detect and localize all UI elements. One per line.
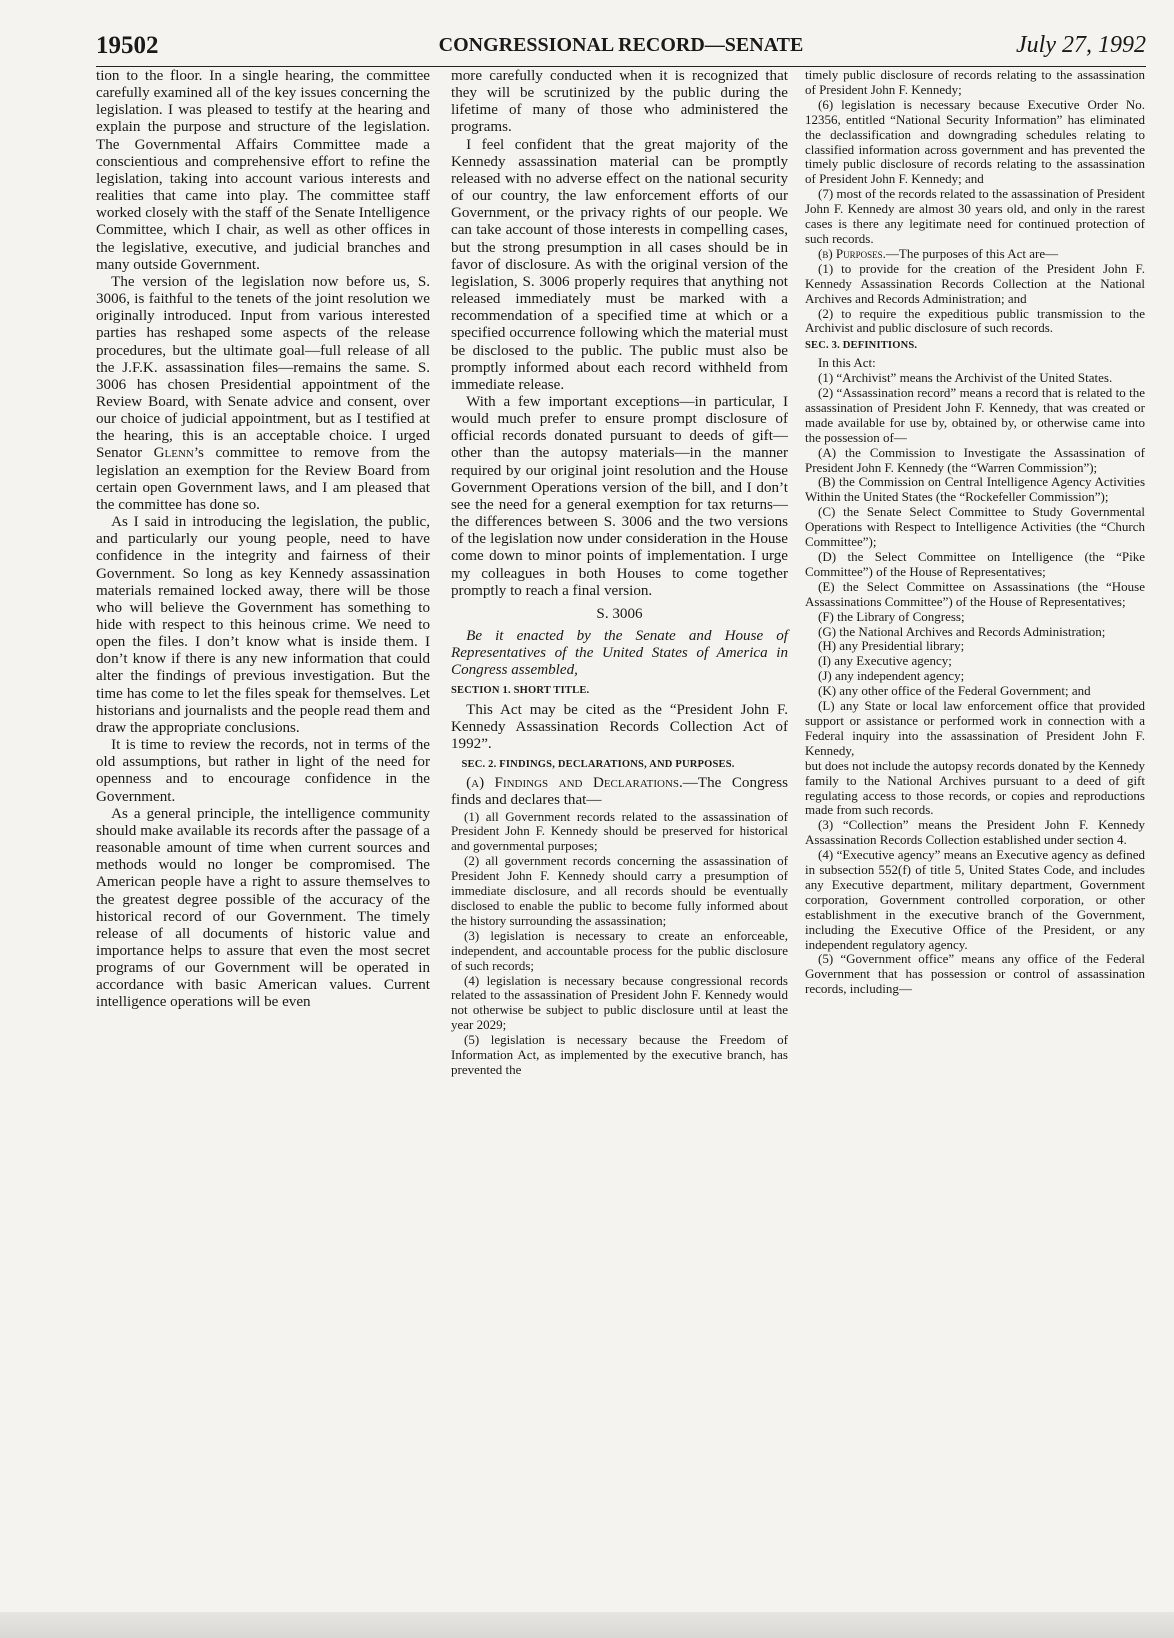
issue-date: July 27, 1992	[1016, 32, 1146, 58]
publication-title: CONGRESSIONAL RECORD—SENATE	[438, 34, 804, 56]
finding: (1) all Government records related to the assassination of President John F. Kennedy should be preserved for historical and governmental purposes;	[451, 808, 788, 854]
text-run: ’s committee to remove from the legislation an exemption for the Review Board from certain open Government laws, and I am pleased that the committee has done so.	[96, 445, 430, 513]
bill-number: S. 3006	[596, 605, 643, 622]
finding: (7) most of the records related to the assassination of President John F. Kennedy are almost 30 years old, and only in the rarest cases is there any legitimate need for continued protection of such records.	[805, 186, 1145, 246]
column-3	[805, 68, 1145, 997]
definition: (3) “Collection” means the President John F. Kennedy Assassination Records Collection established under section 4.	[805, 817, 1145, 848]
text-run: —The Congress finds and declares that—	[451, 775, 789, 809]
definition-item: (L) any State or local law enforcement office that provided support or assistance or performed work in connection with a Federal inquiry into the assassination of President John F. Kennedy,	[805, 698, 1145, 758]
page-header	[96, 30, 1146, 67]
definition-item: (A) the Commission to Investigate the Assassination of President John F. Kennedy (the “Warren Commission”);	[805, 444, 1145, 475]
paragraph: As I said in introducing the legislation, the public, and particularly our young people, need to have confidence in the integrity and fairness of their Government. So long as key Kennedy assassination materials remained locked away, there will be those who will believe the Government has something to hide with respect to this heinous crime. We need to open the files. I don’t know what is inside them. I don’t know if there is any new information that could alter the findings of previous investigation. But the time has come to let the files speak for themselves. Let historians and journalists and the people read them and draw the appropriate conclusions.	[96, 514, 430, 736]
paragraph: tion to the floor. In a single hearing, the committee carefully examined all of the key issues concerning the legislation. I was pleased to testify at the hearing and explain the purpose and structure of the legislation. The Governmental Affairs Committee made a conscientious and comprehensive effort to refine the legislation, taking into account various interests and realities that came into play. The committee staff worked closely with the staff of the Senate Intelligence Committee, which I chair, as well as other offices in the legislative, executive, and judicial branches and many outside Government.	[96, 68, 430, 273]
senator-name: Glenn	[153, 445, 194, 462]
finding: (5) legislation is necessary because the Freedom of Information Act, as implemented by the executive branch, has prevented the	[451, 1032, 788, 1077]
definition-item: (I) any Executive agency;	[818, 653, 952, 669]
definition: (1) “Archivist” means the Archivist of the United States.	[818, 370, 1113, 386]
finding: (3) legislation is necessary to create an enforceable, independent, and accountable process for the public disclosure of such records;	[451, 927, 788, 973]
definition-item: (C) the Senate Select Committee to Study Governmental Operations with Respect to Intelligence Activities (the “Church Committee”);	[805, 504, 1145, 550]
paragraph: In this Act:	[818, 355, 876, 371]
page-number: 19502	[96, 32, 159, 59]
subsection-label: (a) Findings and Declarations.	[466, 775, 683, 792]
section-heading: SECTION 1. SHORT TITLE.	[451, 685, 590, 697]
definition-item: (K) any other office of the Federal Government; and	[818, 683, 1091, 699]
text-run: —The purposes of this Act are—	[885, 245, 1059, 261]
subsection-label: (b) Purposes.	[818, 245, 886, 261]
purpose: (1) to provide for the creation of the President John F. Kennedy Assassination Records Collection at the National Archives and Records Administration; and	[805, 260, 1145, 306]
paragraph: As a general principle, the intelligence community should make available its records after the passage of a reasonable amount of time when current sources and methods would no longer be compromised. The American people have a right to assure themselves to the greatest degree possible of the accuracy of the historical record of our Government. The timely release of all documents of historic value and importance helps to assure that even the most secret programs of our Government will be operated in accordance with basic American values. Current intelligence operations will be even	[96, 805, 430, 1011]
finding: (4) legislation is necessary because congressional records related to the assassination of President John F. Kennedy would not otherwise be subject to public disclosure until at least the year 2029;	[451, 972, 788, 1033]
paragraph: It is time to review the records, not in terms of the old assumptions, but rather in light of the need for openness and to encourage confidence in the Government.	[96, 737, 430, 805]
paragraph: With a few important exceptions—in particular, I would much prefer to ensure prompt disclosure of official records donated pursuant to deeds of gift—other than the autopsy materials—in the manner required by our original joint resolution and the House Government Operations version of the bill, and I don’t see the need for a general exemption for tax returns—the differences between S. 3006 and the two versions of the legislation now under consideration in the House come down to minor points of implementation. I urge my colleagues in both Houses to come together promptly to reach a final version.	[451, 393, 788, 599]
column-2	[451, 68, 788, 1078]
paragraph: but does not include the autopsy records donated by the Kennedy family to the National Archives pursuant to a deed of gift regulating access to those records, or copies and reproductions made from such records.	[805, 757, 1145, 818]
definition: (2) “Assassination record” means a record that is related to the assassination of President John F. Kennedy, that was created or made available for use by, obtained by, or otherwise came into the possession of—	[805, 385, 1145, 445]
paragraph: I feel confident that the great majority of the Kennedy assassination material can be promptly released with no adverse effect on the national security of our country, the law enforcement efforts of our Government, or the privacy rights of our people. We can take account of those interests in compelling cases, but the strong presumption in all cases should be in favor of disclosure. As with the original version of the legislation, S. 3006 properly requires that anything not released immediately must be marked with a recommendation of a specified time at which or a specified occurrence following which the material must be disclosed to the public. The public must also be promptly informed about each record withheld from immediate release.	[451, 136, 788, 393]
definition: (4) “Executive agency” means an Executive agency as defined in subsection 552(f) of title 5, United States Code, and includes any Executive department, military department, Government corporation, Government controlled corporation, or other establishment in the executive branch of the Government, including the Executive Office of the President, or any independent regulatory agency.	[805, 847, 1145, 952]
scan-footer-band	[0, 1612, 1174, 1638]
section-heading: SEC. 3. DEFINITIONS.	[805, 340, 918, 352]
enacting-clause: Be it enacted by the Senate and House of Representatives of the United States of America in Congress assembled,	[451, 628, 788, 679]
column-1	[96, 68, 430, 1012]
findings-list	[451, 810, 788, 1078]
definition-item: (F) the Library of Congress;	[818, 608, 965, 624]
definition-item: (D) the Select Committee on Intelligence (the “Pike Committee”) of the House of Representatives;	[805, 549, 1145, 579]
paragraph	[96, 274, 430, 514]
finding: (6) legislation is necessary because Executive Order No. 12356, entitled “National Security Information” has eliminated the declassification and downgrading schedules relating to classified information across government and has prevented the timely public disclosure of records relating to the assassination of President John F. Kennedy; and	[805, 96, 1145, 187]
definition-item: (B) the Commission on Central Intelligence Agency Activities Within the United States (the “Rockefeller Commission”);	[805, 474, 1145, 505]
definition-item: (G) the National Archives and Records Administration;	[818, 623, 1106, 639]
purpose: (2) to require the expeditious public transmission to the Archivist and public disclosure of such records.	[805, 305, 1145, 336]
definition: (5) “Government office” means any office of the Federal Government that has possession or control of assassination records, including—	[805, 951, 1145, 997]
definition-item: (H) any Presidential library;	[818, 638, 965, 654]
definition-item: (E) the Select Committee on Assassinations (the “House Assassinations Committee”) of the House of Representatives;	[805, 578, 1145, 609]
section-heading: SEC. 2. FINDINGS, DECLARATIONS, AND PURPOSES.	[461, 759, 735, 771]
paragraph: more carefully conducted when it is recognized that they will be scrutinized by the public during the lifetime of many of those who administered the programs.	[451, 68, 788, 136]
paragraph: timely public disclosure of records relating to the assassination of President John F. Kennedy;	[805, 67, 1145, 97]
paragraph	[805, 247, 1145, 262]
text-run: The version of the legislation now before us, S. 3006, is faithful to the tenets of the joint resolution we originally introduced. Input from various interested parties has reshaped some aspects of the release procedures, but the ultimate goal—full release of all the J.F.K. assassination files—remains the same. S. 3006 has chosen Presidential appointment of the Review Board, with Senate advice and consent, over our choice of judicial appointment, but as I testified at the hearing, this is an acceptable choice. I urged Senator	[96, 273, 430, 462]
paragraph: This Act may be cited as the “President John F. Kennedy Assassination Records Collection Act of 1992”.	[451, 701, 788, 752]
paragraph	[451, 775, 788, 809]
finding: (2) all government records concerning the assassination of President John F. Kennedy should carry a presumption of immediate disclosure, and all records should be eventually disclosed to enable the public to become fully informed about the history surrounding the assassination;	[451, 853, 788, 928]
definition-item: (J) any independent agency;	[818, 668, 965, 684]
